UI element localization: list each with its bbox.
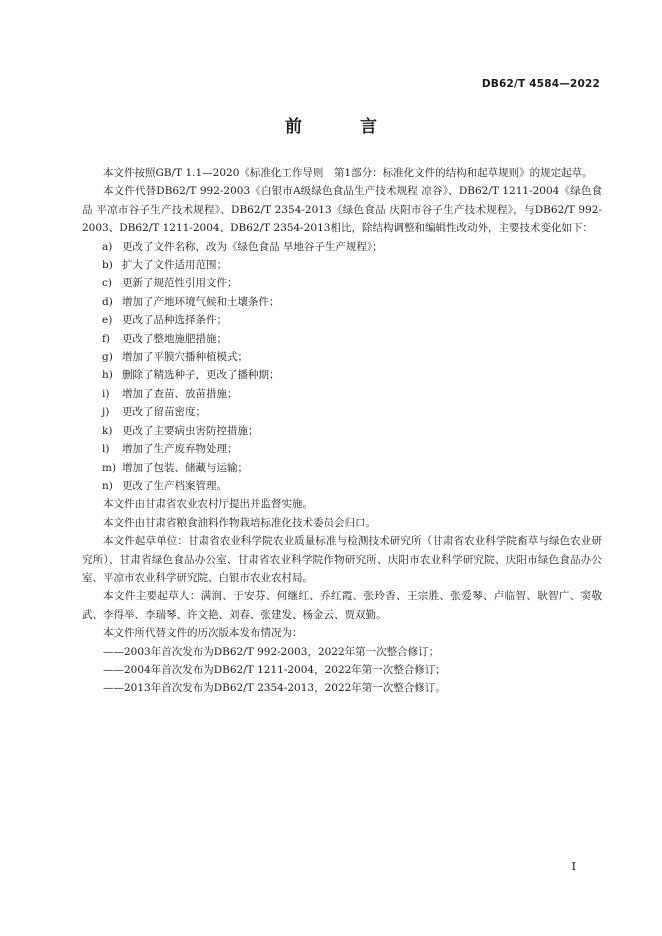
change-item-text: 增加了包装、储藏与运输；: [122, 461, 248, 474]
changes-list: [82, 238, 602, 496]
change-item: [82, 366, 602, 384]
history-item: ——2004年首次发布为DB62/T 1211-2004，2022年第一次整合修订；: [103, 663, 446, 676]
change-item-marker: g): [102, 351, 113, 364]
change-item: [82, 330, 602, 348]
history-item: ——2013年首次发布为DB62/T 2354-2013，2022年第一次整合修订。: [103, 682, 446, 695]
doc-code: DB62/T 4584—2022: [481, 78, 600, 90]
paragraph-proposer: 本文件由甘肃省农业农村厅提出并监督实施。: [103, 498, 313, 511]
change-item: [82, 440, 602, 458]
change-item: [82, 422, 602, 440]
paragraph-committee: 本文件由甘肃省粮食油料作物栽培标准化技术委员会归口。: [103, 516, 376, 529]
change-item-text: 更改了文件名称，改为《绿色食品 旱地谷子生产规程》；: [122, 240, 383, 253]
change-item-text: 更新了规范性引用文件；: [122, 277, 238, 290]
change-item-marker: i): [102, 387, 110, 400]
change-item: [82, 238, 602, 256]
change-item-text: 增加了查苗、放苗措施；: [122, 387, 238, 400]
page-title: 前 言: [285, 117, 403, 137]
change-item-marker: a): [102, 240, 113, 253]
foreword-body: [82, 164, 602, 698]
paragraph-replacement: 本文件代替DB62/T 992-2003《白银市A级绿色食品生产技术规程 凉谷》、DB62/T 1211-2004《绿色食品 平凉市谷子生产技术规程》、DB62/T 2354-2013《绿色食品 庆阳市谷子生产技术规程》，与DB62/T 992-2003、DB62/T 1211-2004、DB62/T 2354-2013相比，除结构调整和编辑性改动外，主要技术变化如下：: [82, 185, 602, 235]
change-item-text: 增加了产地环境气候和土壤条件；: [122, 295, 280, 308]
paragraph-history-intro: 本文件所代替文件的历次版本发布情况为：: [103, 627, 303, 640]
change-item: [82, 256, 602, 274]
change-item-marker: c): [102, 277, 112, 290]
change-item-text: 更改了生产档案管理。: [122, 479, 227, 492]
change-item-text: 删除了精选种子，更改了播种期；: [122, 369, 280, 382]
change-item-marker: j): [102, 406, 110, 419]
change-item: [82, 274, 602, 292]
page-number: I: [571, 860, 576, 873]
change-item-marker: b): [102, 259, 113, 272]
change-item: [82, 348, 602, 366]
change-item: [82, 459, 602, 477]
paragraph-drafters: 本文件主要起草人：满润、于安芬、何继红、乔红霞、张玲香、王宗胜、张爱琴、卢临智、耿智广、窦敬武、李得举、李瑞琴、许文艳、刘春、张建发、杨金云、贾双勤。: [82, 590, 602, 621]
change-item-marker: l): [102, 443, 110, 456]
change-item-marker: d): [102, 295, 113, 308]
paragraph-drafting-basis: 本文件按照GB/T 1.1—2020《标准化工作导则 第1部分：标准化文件的结构和起草规则》的规定起草。: [103, 167, 593, 179]
change-item-text: 更改了留苗密度；: [122, 406, 206, 419]
change-item-marker: h): [102, 369, 113, 382]
change-item-text: 增加了平膜穴播种植模式；: [122, 351, 248, 364]
change-item-marker: k): [102, 424, 113, 437]
paragraph-drafting-units: 本文件起草单位：甘肃省农业科学院农业质量标准与检测技术研究所（甘肃省农业科学院畜草与绿色农业研究所）、甘肃省绿色食品办公室、甘肃省农业科学院作物研究所、庆阳市农业科学研究院、庆阳市绿色食品办公室、平凉市农业科学研究院、白银市农业农村局。: [82, 535, 602, 584]
change-item-text: 更改了品种选择条件；: [122, 314, 227, 327]
change-item-marker: m): [102, 461, 117, 474]
change-item: [82, 293, 602, 311]
history-list: [82, 643, 602, 698]
change-item-text: 更改了主要病虫害防控措施；: [122, 424, 259, 437]
change-item-marker: f): [102, 332, 110, 345]
change-item: [82, 477, 602, 495]
change-item-marker: e): [102, 314, 113, 327]
change-item: [82, 385, 602, 403]
change-item-text: 扩大了文件适用范围；: [122, 259, 227, 272]
change-item-text: 增加了生产废弃物处理；: [122, 443, 238, 456]
change-item-marker: n): [102, 479, 113, 492]
change-item-text: 更改了整地施肥措施；: [122, 332, 227, 345]
change-item: [82, 403, 602, 421]
change-item: [82, 311, 602, 329]
history-item: ——2003年首次发布为DB62/T 992-2003，2022年第一次整合修订；: [103, 645, 440, 658]
